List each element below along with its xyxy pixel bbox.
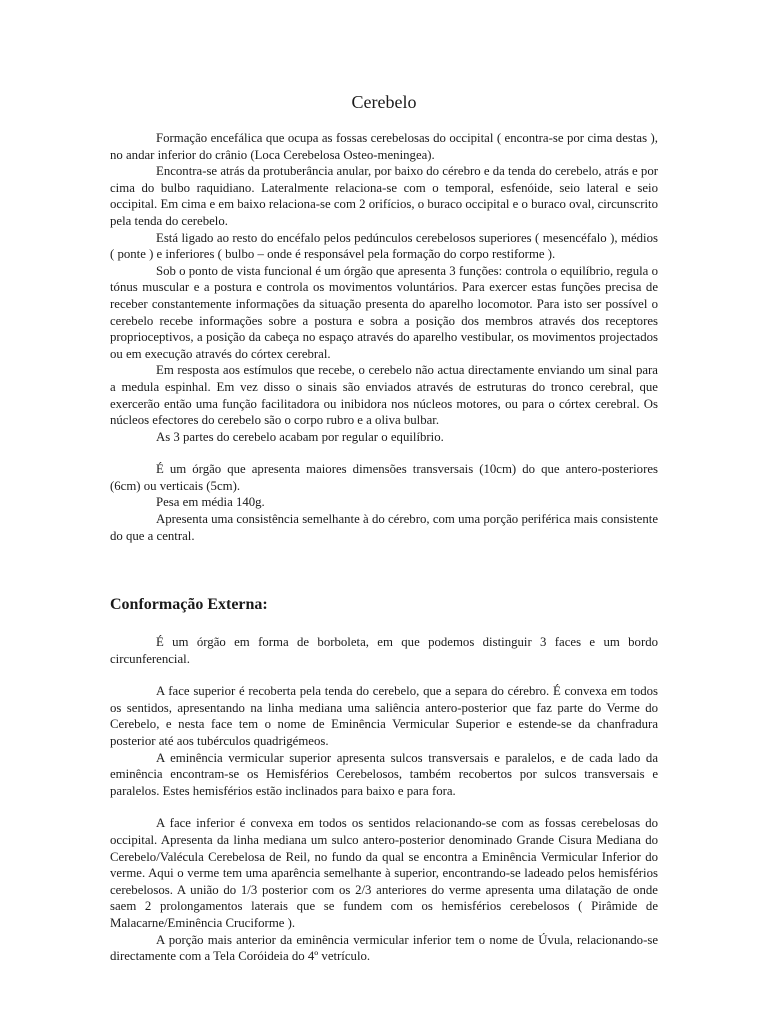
paragraph: Sob o ponto de vista funcional é um órgão que apresenta 3 funções: controla o equilíbrio, regula o tónus muscular e a postura e controla os movimentos voluntários. Para exercer estas funções precisa de receber constantemente informações da situação presenta do aparelho locomotor. Para isto ser possível o cerebelo recebe informações sobre a postura e sobra a posição dos membros através dos receptores proprioceptivos, a posição da cabeça no espaço através do aparelho vestibular, os movimentos projectados ou em execução através do córtex cerebral. [110, 263, 658, 361]
paragraph: As 3 partes do cerebelo acabam por regular o equilíbrio. [156, 429, 444, 444]
paragraph: Formação encefálica que ocupa as fossas cerebelosas do occipital ( encontra-se por cima destas ), no andar inferior do crânio (Loca Cerebelosa Osteo-meningea). [110, 131, 658, 162]
paragraph: A eminência vermicular superior apresenta sulcos transversais e paralelos, e de cada lado da eminência encontram-se os Hemisférios Cerebelosos, também recobertos por sulcos transversais e paralelos. Estes hemisférios estão inclinados para baixo e para fora. [110, 750, 658, 798]
external-conformation-section [110, 634, 658, 965]
section-heading: Conformação Externa: [110, 596, 268, 613]
paragraph: Apresenta uma consistência semelhante à do cérebro, com uma porção periférica mais consistente do que a central. [110, 512, 658, 543]
paragraph: Pesa em média 140g. [156, 495, 265, 510]
paragraph: Em resposta aos estímulos que recebe, o cerebelo não actua directamente enviando um sinal para a medula espinhal. Em vez disso o sinais são enviados através de estruturas do tronco cerebral, que exercerão então uma função facilitadora ou inibidora nos núcleos motores, ou para o córtex cerebral. Os núcleos efectores do cerebelo são o corpo rubro e a oliva bulbar. [110, 363, 658, 428]
paragraph: É um órgão em forma de borboleta, em que podemos distinguir 3 faces e um bordo circunferencial. [110, 635, 658, 666]
paragraph: Encontra-se atrás da protuberância anular, por baixo do cérebro e da tenda do cerebelo, atrás e por cima do bulbo raquidiano. Lateralmente relaciona-se com o temporal, esfenóide, seio lateral e seio occipital. Em cima e em baixo relaciona-se com 2 orifícios, o buraco occipital e o buraco oval, circunscrito pela tenda do cerebelo. [110, 164, 658, 228]
paragraph: É um órgão que apresenta maiores dimensões transversais (10cm) do que antero-posteriores (6cm) ou verticais (5cm). [110, 462, 658, 493]
paragraph: Está ligado ao resto do encéfalo pelos pedúnculos cerebelosos superiores ( mesencéfalo ), médios ( ponte ) e inferiores ( bulbo – onde é responsável pela formação do corpo restiforme ). [110, 230, 658, 262]
intro-section [110, 130, 658, 544]
paragraph: A face superior é recoberta pela tenda do cerebelo, que a separa do cérebro. É convexa em todos os sentidos, apresentando na linha mediana uma saliência antero-posterior que faz parte do Verme do Cerebelo, e nesta face tem o nome de Eminência Vermicular Superior e estende-se da chanfradura posterior até aos tubérculos quadrigémeos. [110, 684, 658, 748]
paragraph: A face inferior é convexa em todos os sentidos relacionando-se com as fossas cerebelosas do occipital. Apresenta da linha mediana um sulco antero-posterior denominado Grande Cisura Mediana do Cerebelo/Valécula Cerebelosa de Reil, no fundo da qual se encontra a Eminência Vermicular Inferior do verme. Aqui o verme tem uma aparência semelhante à superior, encontrando-se ladeado pelos hemisférios cerebelosos. A união do 1/3 posterior com os 2/3 anteriores do verme apresenta uma dilatação de onde saem 2 prolongamentos laterais que se fundem com os hemisférios cerebelosos ( Pirâmide de Malacarne/Eminência Cruciforme ). [110, 816, 658, 930]
document-title: Cerebelo [351, 92, 417, 112]
paragraph: A porção mais anterior da eminência vermicular inferior tem o nome de Úvula, relacionando-se directamente com a Tela Coróideia do 4º vetrículo. [110, 932, 658, 964]
